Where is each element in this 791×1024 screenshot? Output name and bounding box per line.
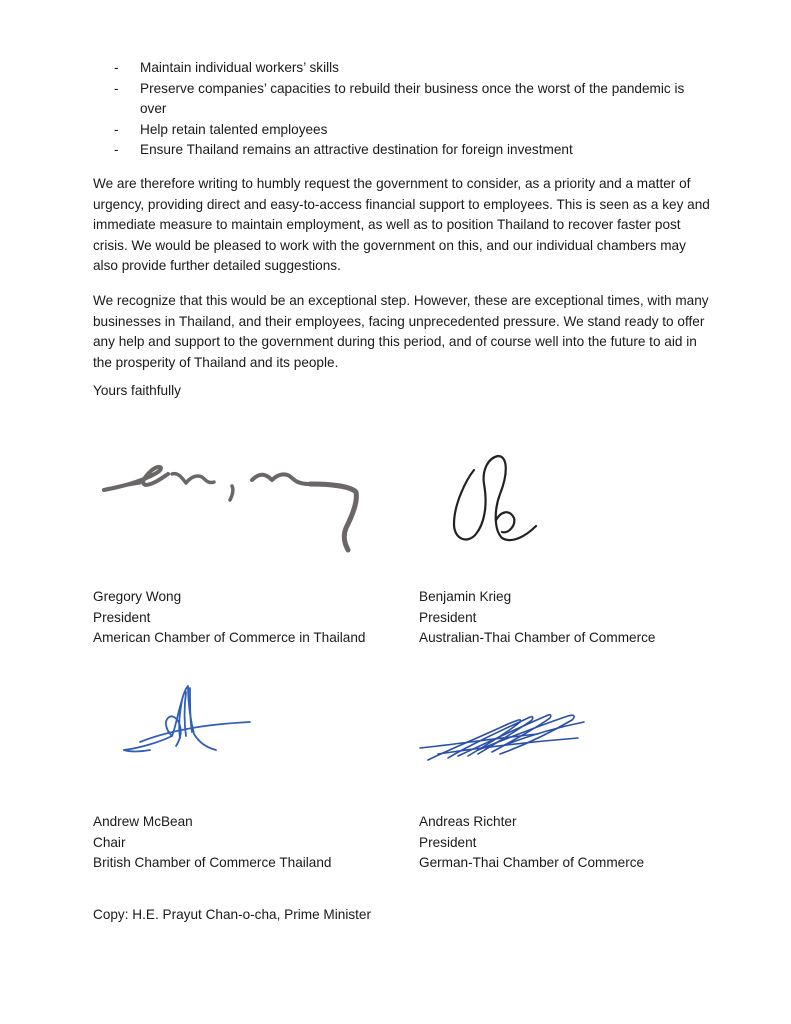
request-paragraph: We are therefore writing to humbly request the government to consider, as a priority and a matter of urgency, providing direct and easy-to-access financial support to employees. This is seen as a key and immediate measure to maintain employment, as well as to position Thailand to recover faster post crisis. We would be pleased to work with the government on this, and our individual chambers may also provide further detailed suggestions. (93, 176, 710, 274)
signature-andrew-mcbean-icon (120, 682, 255, 757)
exceptional-paragraph: We recognize that this would be an exceptional step. However, these are exceptional times, with many businesses in Thailand, and their employees, facing unprecedented pressure. We stand ready to offer any help and support to the government during this period, and of course well into the future to aid in the prosperity of Thailand and its people. (93, 293, 709, 370)
signatory-name: Andrew McBean (93, 814, 193, 829)
signatory-name: Andreas Richter (419, 814, 517, 829)
signatory-name: Benjamin Krieg (419, 589, 512, 604)
signature-gregory-wong-icon (100, 450, 370, 560)
bullet-item: - Maintain individual workers’ skills (114, 58, 714, 79)
signatory-title: Chair (93, 834, 126, 850)
signatory-organization: Australian-Thai Chamber of Commerce (419, 630, 656, 646)
bullet-dash: - (114, 142, 119, 158)
signatory-organization: British Chamber of Commerce Thailand (93, 855, 332, 871)
bullet-item: - Help retain talented employees (114, 120, 714, 141)
signatory-block (419, 587, 655, 649)
signature-andreas-richter-icon (418, 710, 588, 770)
bullet-item: - Preserve companies’ capacities to rebuild their business once the worst of the pandemic is over (114, 80, 685, 117)
bullet-item: - Ensure Thailand remains an attractive destination for foreign investment (114, 140, 714, 161)
signatory-block (93, 812, 332, 874)
copy-line: Copy: H.E. Prayut Chan-o-cha, Prime Minister (93, 907, 372, 922)
bullet-dash: - (114, 80, 119, 96)
closing-line: Yours faithfully (93, 383, 181, 398)
bullet-dash: - (114, 60, 119, 75)
signatory-organization: German-Thai Chamber of Commerce (419, 855, 645, 871)
bullet-list (114, 58, 714, 161)
signatory-title: President (419, 834, 477, 850)
signatory-name: Gregory Wong (93, 589, 182, 604)
signatory-title: President (93, 609, 151, 625)
signatory-block (93, 587, 366, 649)
signatory-organization: American Chamber of Commerce in Thailand (93, 630, 366, 646)
signature-benjamin-krieg-icon (444, 440, 544, 550)
signatory-title: President (419, 609, 477, 625)
bullet-dash: - (114, 121, 119, 137)
signatory-block (419, 812, 644, 874)
